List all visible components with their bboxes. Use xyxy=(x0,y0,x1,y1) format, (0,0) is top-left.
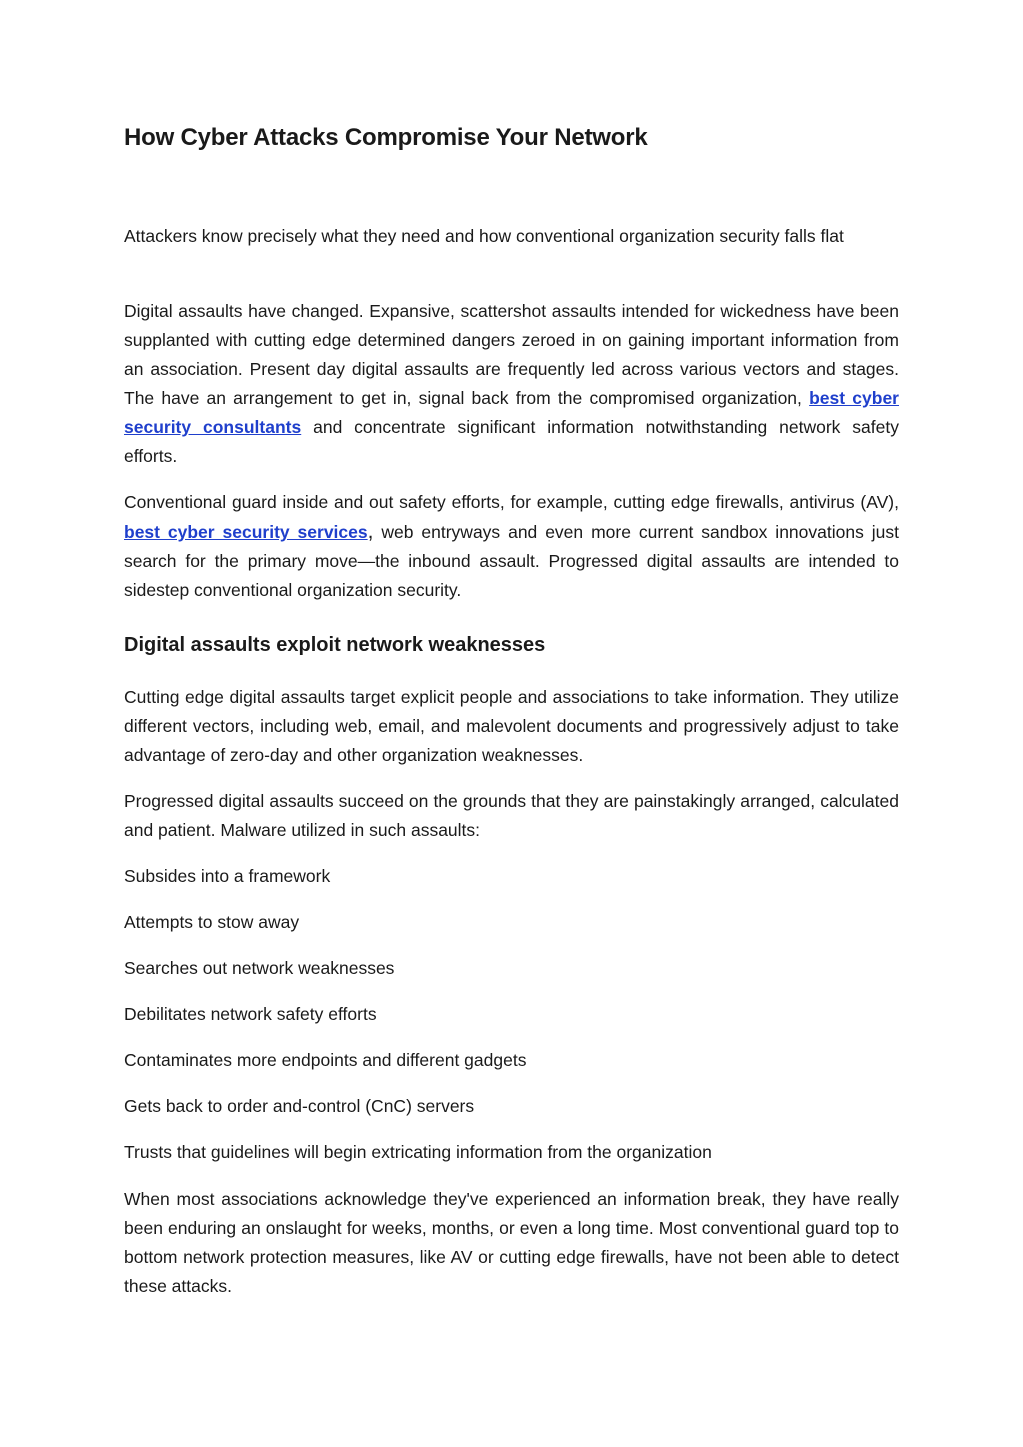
page-title: How Cyber Attacks Compromise Your Network xyxy=(124,124,648,151)
list-item: Gets back to order and-control (CnC) servers xyxy=(124,1096,475,1116)
comma: , xyxy=(367,520,374,543)
link-best-cyber-security-consultants[interactable]: best cyber security consultants xyxy=(124,388,899,437)
paragraph-progressed-assaults: Progressed digital assaults succeed on the grounds that they are painstakingly arranged, calculated and patient. Malware utilized in such assaults: xyxy=(124,791,899,840)
list-item: Attempts to stow away xyxy=(124,912,300,932)
section-heading: Digital assaults exploit network weaknesses xyxy=(124,634,546,656)
list-item: Searches out network weaknesses xyxy=(124,958,395,978)
link-best-cyber-security-services[interactable]: best cyber security services xyxy=(124,522,368,542)
list-item: Trusts that guidelines will begin extricating information from the organization xyxy=(124,1142,712,1162)
paragraph-text: Conventional guard inside and out safety efforts, for example, cutting edge firewalls, antivirus (AV), xyxy=(124,492,899,512)
paragraph-text: Digital assaults have changed. Expansive, scattershot assaults intended for wickedness have been supplanted with cutting edge determined dangers zeroed in on gaining important information from an association. Present day digital assaults are frequently led across various vectors and stages. The have an arrangement to get in, signal back from the compromised organization, xyxy=(124,301,899,408)
paragraph-conventional-guard xyxy=(124,488,899,605)
paragraph-cutting-edge-assaults: Cutting edge digital assaults target explicit people and associations to take information. They utilize different vectors, including web, email, and malevolent documents and progressively adjust to take advantage of zero-day and other organization weaknesses. xyxy=(124,687,899,765)
paragraph-text: web entryways and even more current sandbox innovations just search for the primary move—the inbound assault. Progressed digital assaults are intended to sidestep conventional organization security. xyxy=(124,522,899,600)
intro-paragraph: Attackers know precisely what they need and how conventional organization security falls flat xyxy=(124,226,844,246)
paragraph-digital-assaults-changed xyxy=(124,297,899,471)
paragraph-text: and concentrate significant information notwithstanding network safety efforts. xyxy=(124,417,899,466)
list-item: Subsides into a framework xyxy=(124,866,331,886)
paragraph-information-break: When most associations acknowledge they've experienced an information break, they have really been enduring an onslaught for weeks, months, or even a long time. Most conventional guard top to bottom network protection measures, like AV or cutting edge firewalls, have not been able to detect these attacks. xyxy=(124,1189,899,1296)
list-item: Debilitates network safety efforts xyxy=(124,1004,377,1024)
list-item: Contaminates more endpoints and different gadgets xyxy=(124,1050,527,1070)
